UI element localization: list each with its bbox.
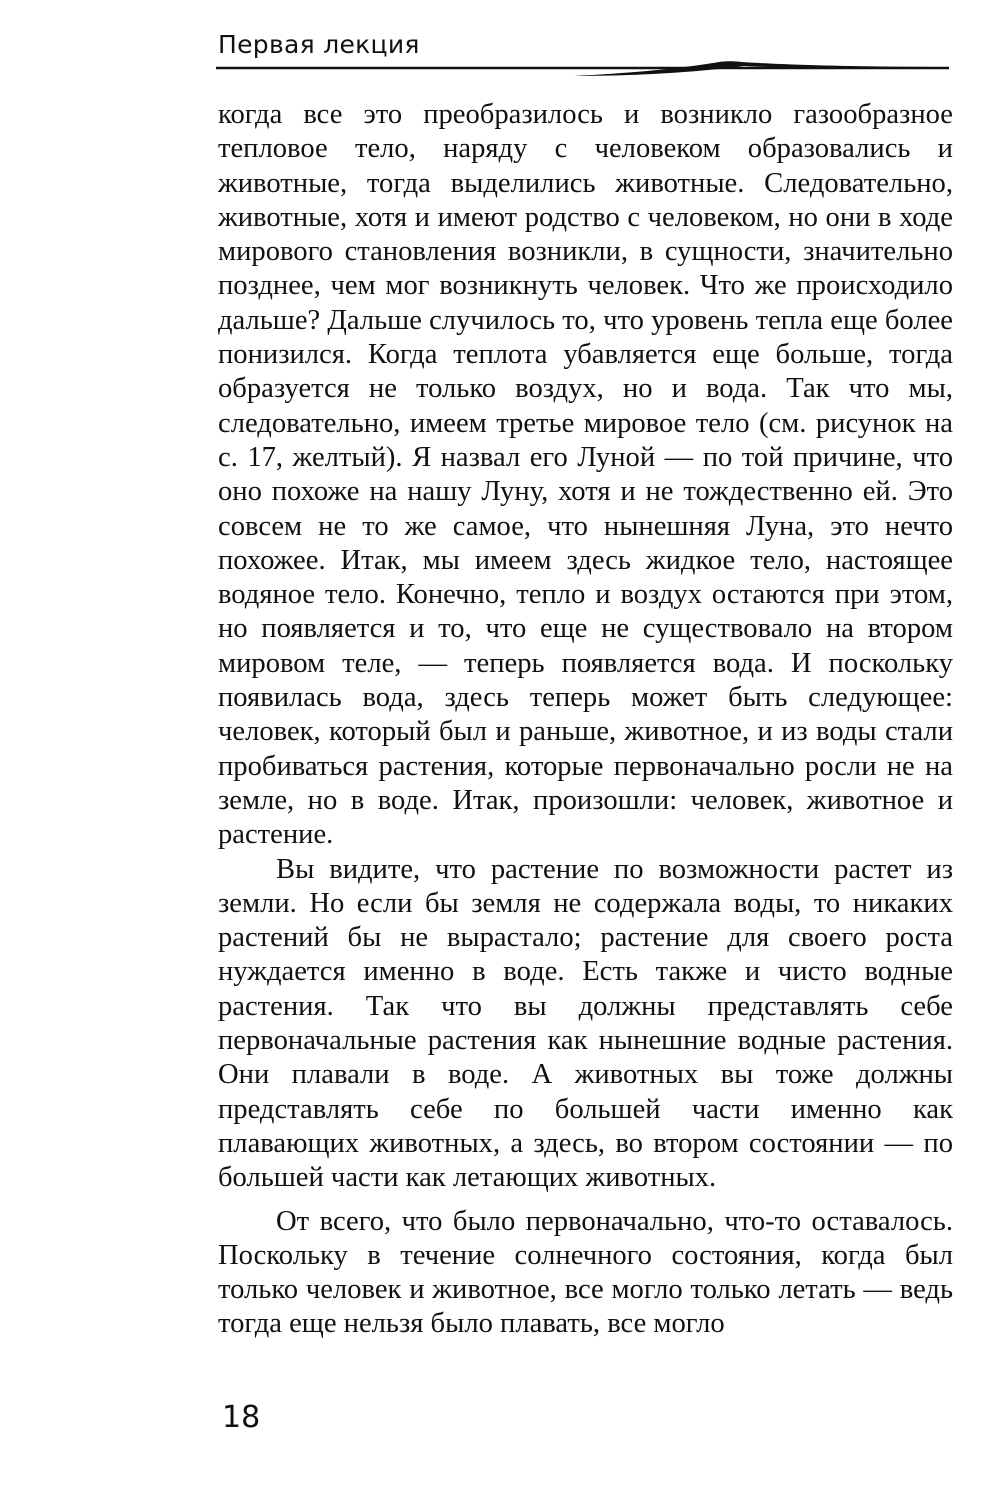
body-text	[218, 98, 953, 1342]
running-head-title: Первая лекция	[218, 30, 420, 59]
page-number: 18	[222, 1400, 261, 1435]
paragraph: Вы видите, что растение по возможности растет из земли. Но если бы земля не содержала воды, то никаких растений бы не вырастало; растение для своего роста нуждается именно в воде. Есть также и чисто водные растения. Так что вы должны представлять себе первоначальные растения как нынешние водные растения. Они плавали в воде. А животных вы тоже должны представлять себе по большей части именно как плавающих животных, а здесь, во втором состоянии — по большей части как летающих животных.	[218, 853, 953, 1194]
paragraph: От всего, что было первоначально, что-то оставалось. Поскольку в течение солнечного состояния, когда был только человек и животное, все могло только летать — ведь тогда еще нельзя было плавать, все могло	[218, 1205, 953, 1340]
header-rule-ornament	[214, 56, 954, 86]
paragraph: когда все это преобразилось и возникло газообразное тепловое тело, наряду с человеком образовались и животные, тогда выделились животные. Следовательно, животные, хотя и имеют родство с человеком, но они в ходе мирового становления возникли, в сущности, значительно позднее, чем мог возникнуть человек. Что же происходило дальше? Дальше случилось то, что уровень тепла еще более понизился. Когда теплота убавляется еще больше, тогда образуется не только воздух, но и вода. Так что мы, следовательно, имеем третье мировое тело (см. рисунок на с. 17, желтый). Я назвал его Луной — по той причине, что оно похоже на нашу Луну, хотя и не тождественно ей. Это совсем не то же самое, что нынешняя Луна, это нечто похожее. Итак, мы имеем здесь жидкое тело, настоящее водяное тело. Конечно, тепло и воздух остаются при этом, но появляется и то, что еще не существовало на втором мировом теле, — теперь появляется вода. И поскольку появилась вода, здесь теперь может быть следующее: человек, который был и раньше, животное, и из воды стали пробиваться растения, которые первоначально росли не на земле, но в воде. Итак, произошли: человек, животное и растение.	[218, 99, 953, 851]
